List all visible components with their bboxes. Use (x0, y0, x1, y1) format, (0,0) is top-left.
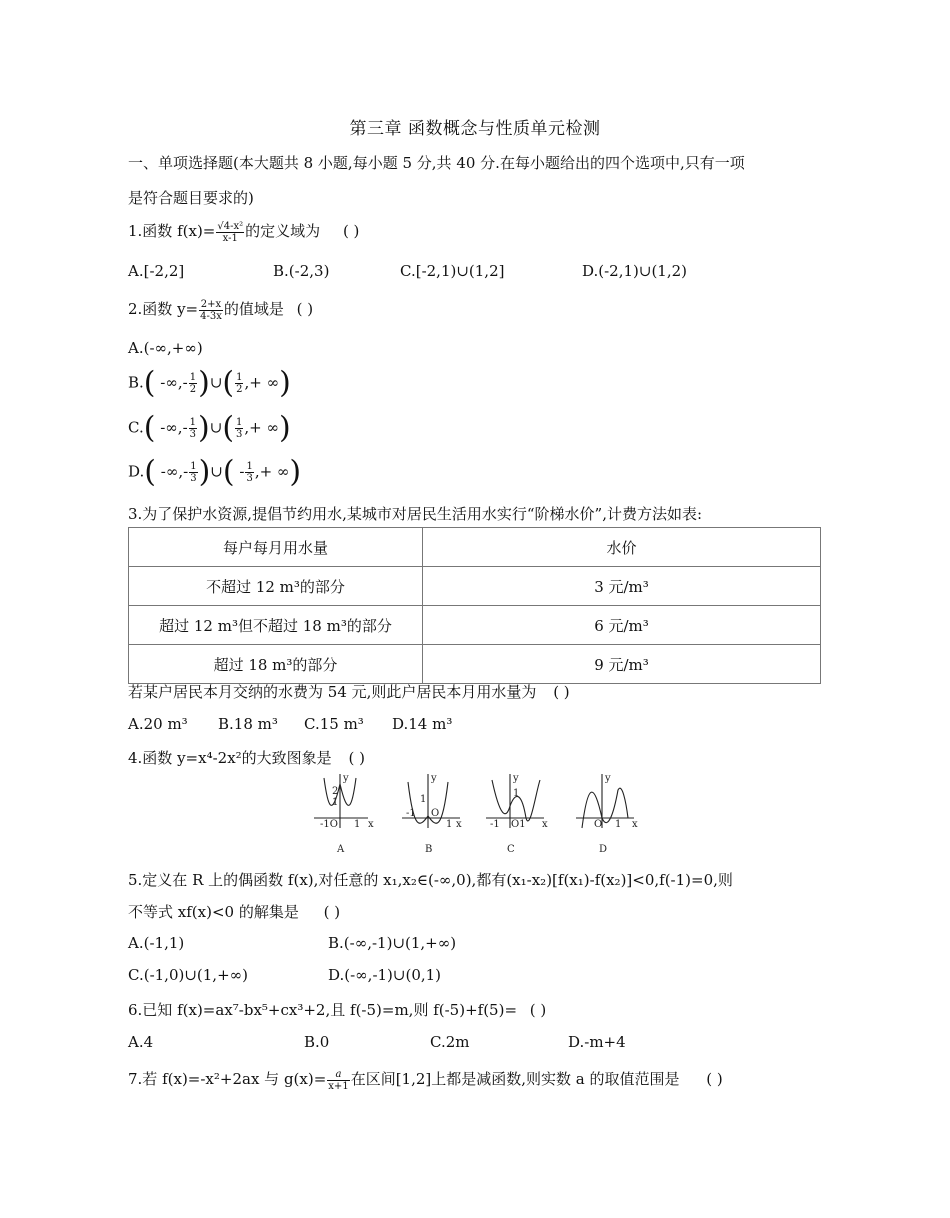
paren: ( (143, 365, 156, 401)
paren: ) (198, 454, 211, 490)
section-heading-line1: 一、单项选择题(本大题共 8 小题,每小题 5 分,共 40 分.在每小题给出的四个选项中,只有一项 (128, 154, 745, 172)
q7-denominator: x+1 (328, 1080, 349, 1092)
graph-label-b: B (425, 844, 433, 855)
q6-option-a: A.4 (128, 1033, 154, 1051)
q5-option-b: B.(-∞,-1)∪(1,+∞) (328, 934, 457, 952)
paren: ( (143, 410, 156, 446)
n: 1 (236, 417, 243, 428)
q2-answer-blank: ( ) (296, 300, 314, 318)
frac (189, 417, 197, 440)
tick-label: -1O (320, 819, 338, 830)
q7-fraction (327, 1069, 349, 1092)
q2-option-b-label: B. (128, 373, 144, 392)
n: 1 (189, 372, 197, 383)
d: 3 (236, 429, 243, 440)
tick-label: 1 (446, 819, 453, 830)
paren: ) (198, 365, 210, 401)
d: 2 (189, 384, 197, 395)
q2-denominator: 4-3x (200, 310, 222, 322)
paren: ) (279, 365, 291, 401)
question-2 (128, 298, 313, 322)
graph-label-a: A (337, 844, 345, 855)
question-7 (128, 1068, 723, 1092)
frac (189, 461, 197, 484)
table-header: 每户每月用水量 (129, 528, 423, 567)
d: 2 (236, 384, 243, 395)
water-price-table (128, 527, 821, 684)
axis-label: y (605, 773, 611, 784)
text: - (183, 462, 189, 481)
table-cell: 9 元/m³ (423, 645, 821, 684)
paren: ) (279, 410, 291, 446)
q6-option-d: D.-m+4 (568, 1033, 626, 1051)
q3-option-d: D.14 m³ (392, 715, 453, 733)
q4-text: 4.函数 y=x⁴-2x²的大致图象是 (128, 749, 332, 767)
paren: ) (198, 410, 210, 446)
tick-label: 1 (332, 797, 339, 808)
q5-option-c: C.(-1,0)∪(1,+∞) (128, 966, 248, 984)
table-cell: 超过 12 m³但不超过 18 m³的部分 (129, 606, 423, 645)
frac (235, 417, 243, 440)
text: ∪ (209, 418, 223, 437)
q7-suffix: 在区间[1,2]上都是减函数,则实数 a 的取值范围是 (350, 1070, 680, 1088)
graph-label-c: C (507, 844, 515, 855)
q1-fraction (216, 221, 244, 244)
q3-followup-text: 若某户居民本月交纳的水费为 54 元,则此户居民本月用水量为 (128, 683, 537, 701)
q1-answer-blank: ( ) (342, 222, 360, 240)
q1-suffix: 的定义域为 (245, 222, 321, 240)
n: 1 (236, 372, 243, 383)
text: ∪ (209, 373, 223, 392)
table-row (129, 606, 821, 645)
section-heading-line2: 是符合题目要求的) (128, 189, 254, 207)
table-cell: 超过 18 m³的部分 (129, 645, 423, 684)
tick-label: 1 (354, 819, 361, 830)
q7-numerator: a (327, 1069, 349, 1081)
origin-label: O (594, 819, 603, 830)
q1-option-d: D.(-2,1)∪(1,2) (582, 262, 688, 280)
text: -∞, (160, 462, 184, 481)
tick-label: -1 (490, 819, 500, 830)
question-5-line1: 5.定义在 R 上的偶函数 f(x),对任意的 x₁,x₂∈(-∞,0),都有(x₁-x₂)[f(x₁)-f(x₂)]<0,f(-1)=0,则 (128, 871, 733, 889)
q2-option-d (128, 454, 302, 490)
q2-option-a: A.(-∞,+∞) (128, 339, 203, 357)
question-4 (128, 747, 365, 768)
paren: ( (222, 454, 235, 490)
frac (235, 372, 243, 395)
q2-option-c (128, 410, 291, 446)
table-header: 水价 (423, 528, 821, 567)
q1-option-a: A.[-2,2] (128, 262, 185, 280)
q6-option-b: B.0 (304, 1033, 330, 1051)
q2-fraction (199, 299, 223, 322)
q5-option-a: A.(-1,1) (128, 934, 185, 952)
axis-label: x (368, 819, 374, 830)
axis-label: y (431, 773, 437, 784)
tick-label: 2 (332, 786, 339, 797)
paren: ) (289, 454, 302, 490)
text: - (239, 462, 245, 481)
axis-label: y (343, 773, 349, 784)
q3-option-c: C.15 m³ (304, 715, 364, 733)
table-cell: 不超过 12 m³的部分 (129, 567, 423, 606)
q6-option-c: C.2m (430, 1033, 470, 1051)
question-3: 3.为了保护水资源,提倡节约用水,某城市对居民生活用水实行“阶梯水价”,计费方法如表: (128, 505, 703, 523)
d: 3 (246, 473, 253, 484)
page-title: 第三章 函数概念与性质单元检测 (349, 119, 601, 139)
text: ,+ ∞ (244, 418, 280, 437)
text: -∞, (160, 418, 183, 437)
q2-option-b (128, 365, 291, 401)
q1-option-c: C.[-2,1)∪(1,2] (400, 262, 505, 280)
n: 1 (246, 461, 253, 472)
tick-label: O1 (511, 819, 526, 830)
q3-option-b: B.18 m³ (218, 715, 278, 733)
text: - (182, 373, 188, 392)
n: 1 (189, 417, 197, 428)
frac (189, 372, 197, 395)
text: ,+ ∞ (244, 373, 280, 392)
q5-line2-text: 不等式 xf(x)<0 的解集是 (128, 903, 299, 921)
tick-label: 1 (513, 788, 520, 799)
q1-denominator: x-1 (222, 232, 238, 244)
axis-label: y (513, 773, 519, 784)
q2-numerator: 2+x (200, 298, 222, 310)
question-5-line2 (128, 901, 340, 922)
text: -∞, (160, 373, 183, 392)
question-1 (128, 220, 359, 244)
graph-c-curve (492, 780, 540, 821)
table-cell: 6 元/m³ (423, 606, 821, 645)
paren: ( (222, 365, 235, 401)
paren: ( (144, 454, 156, 490)
d: 3 (190, 473, 197, 484)
table-row (129, 645, 821, 684)
n: 1 (190, 461, 197, 472)
q6-answer-blank: ( ) (529, 1001, 547, 1019)
q2-prefix: 2.函数 y= (128, 300, 199, 318)
q4-answer-blank: ( ) (348, 749, 365, 767)
q2-option-d-label: D. (128, 462, 145, 481)
tick-label: 1 (420, 794, 427, 805)
q4-graph-options (310, 772, 650, 860)
origin-label: O (431, 808, 440, 819)
text: ,+ ∞ (254, 462, 290, 481)
q3-answer-blank: ( ) (553, 683, 570, 701)
question-6 (128, 999, 546, 1020)
q3-option-a: A.20 m³ (128, 715, 188, 733)
q1-option-b: B.(-2,3) (273, 262, 330, 280)
paren: ( (222, 410, 235, 446)
q7-prefix: 7.若 f(x)=-x²+2ax 与 g(x)= (128, 1070, 327, 1088)
axis-label: x (632, 819, 638, 830)
q2-suffix: 的值域是 (223, 300, 284, 318)
q1-numerator: √4-x² (217, 220, 244, 232)
axis-label: x (456, 819, 462, 830)
frac (245, 461, 253, 484)
table-cell: 3 元/m³ (423, 567, 821, 606)
d: 3 (189, 429, 197, 440)
graph-label-d: D (599, 844, 608, 855)
table-row (129, 567, 821, 606)
q1-prefix: 1.函数 f(x)= (128, 222, 216, 240)
text: ∪ (210, 462, 223, 481)
q2-option-c-label: C. (128, 418, 144, 437)
table-header-row (129, 528, 821, 567)
q6-text: 6.已知 f(x)=ax⁷-bx⁵+cx³+2,且 f(-5)=m,则 f(-5)+f(5)= (128, 1001, 518, 1019)
text: - (182, 418, 188, 437)
q3-followup (128, 681, 570, 702)
q5-answer-blank: ( ) (323, 903, 341, 921)
axis-label: x (542, 819, 548, 830)
tick-label: -1 (406, 808, 416, 819)
q5-option-d: D.(-∞,-1)∪(0,1) (328, 966, 442, 984)
q7-answer-blank: ( ) (706, 1070, 723, 1088)
tick-label: 1 (615, 819, 622, 830)
